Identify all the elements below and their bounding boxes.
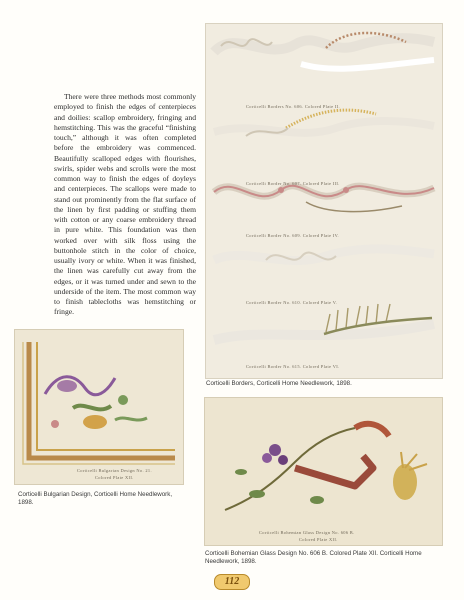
bulgarian-plate-image xyxy=(15,330,183,484)
plate-label: Colored Plate XII. xyxy=(95,475,134,480)
bohemian-plate-image xyxy=(205,398,442,545)
bohemian-caption: Corticelli Bohemian Glass Design No. 606 B. Colored Plate XII. Corticelli Home Needlework, 1898. xyxy=(205,550,422,565)
plate-label: Corticelli Borders No. 606. Colored Plate II. xyxy=(246,104,340,109)
borders-caption: Corticelli Borders, Corticelli Home Needlework, 1898. xyxy=(206,380,352,387)
bohemian-embroidery-art xyxy=(205,398,442,545)
plate-label: Corticelli Border No. 610. Colored Plate V. xyxy=(246,300,338,305)
page-number: 112 xyxy=(214,574,250,590)
plate-label: Corticelli Border No. 607. Colored Plate III. xyxy=(246,181,340,186)
plate-label: Colored Plate XII. xyxy=(299,537,338,542)
body-paragraph: There were three methods most commonly employed to finish the edges of centerpieces and doilies: scallop embroidery, fringing and hemstitching. This was the graceful “finishing touch,” although it was often completed before the embroidery was commenced. Beautifully scalloped edges with flourishes, swirls, spider webs and scrolls were the most common way to finish the edges of doyleys and centerpieces. The scallops were made to stand out prominently from the flat surface of the linen by first padding or stuffing them with cotton or any coarse embroidery thread in pure white. This foundation was then worked over with silk floss using the buttonhole stitch in the color of choice, usually ivory or white. When it was finished, the linen was carefully cut away from the edges, or it was turned under and sewn to the underside of the item. The most common way to finish tablecloths was hemstitching or fringe. xyxy=(54,92,196,317)
plate-label: Corticelli Bohemian Glass Design No. 606 B. xyxy=(259,530,355,535)
plate-label: Corticelli Bulgarian Design No. 21. xyxy=(77,468,152,473)
bulgarian-embroidery-art xyxy=(15,330,183,484)
bulgarian-caption: Corticelli Bulgarian Design, Corticelli Home Needlework, 1898. xyxy=(18,491,173,506)
plate-label: Corticelli Border No. 609. Colored Plate IV. xyxy=(246,233,339,238)
borders-embroidery-art xyxy=(206,24,442,378)
borders-plate-image xyxy=(206,24,442,378)
plate-label: Corticelli Border No. 615. Colored Plate VI. xyxy=(246,364,340,369)
